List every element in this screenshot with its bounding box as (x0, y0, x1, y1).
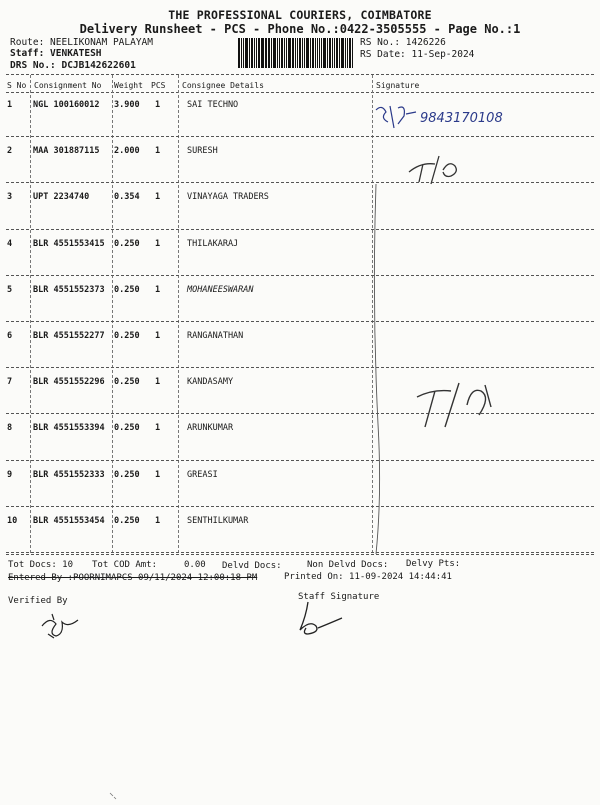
cell-pcs: 1 (155, 284, 161, 295)
table-row (0, 371, 600, 417)
barcode (238, 38, 354, 68)
cell-consignee: KANDASAMY (187, 377, 234, 388)
table-row (0, 186, 600, 232)
signature-row1 (372, 100, 512, 134)
cell-weight: 0.354 (114, 192, 140, 203)
table-row (0, 233, 600, 279)
cell-sno: 8 (7, 423, 13, 434)
col-header-pcs: PCS (151, 81, 166, 90)
rs-date: RS Date: 11-Sep-2024 (360, 49, 475, 60)
signature-row2 (405, 150, 475, 186)
non-delivered-docs: Non Delvd Docs: (307, 560, 389, 570)
printed-on: Printed On: 11-09-2024 14:44:41 (284, 572, 452, 582)
delivered-docs: Delvd Docs: (222, 561, 282, 571)
rs-number: RS No.: 1426226 (360, 37, 446, 48)
signature-row7 (415, 375, 505, 430)
cell-pcs: 1 (155, 192, 161, 203)
row1-handwritten-phone: 9843170108 (420, 111, 503, 126)
cell-pcs: 1 (155, 238, 161, 249)
cell-weight: 0.250 (114, 331, 140, 341)
cell-sno: 5 (7, 284, 13, 295)
row-separator (6, 552, 594, 553)
speck (108, 786, 120, 796)
cell-consignment-no: MAA 301887115 (33, 146, 100, 157)
col-header-weight: Weight (114, 81, 143, 90)
cell-pcs: 1 (155, 515, 161, 526)
table-row (0, 279, 600, 325)
cell-consignment-no: NGL 100160012 (33, 100, 100, 110)
cell-weight: 0.250 (114, 515, 140, 526)
runsheet-subtitle: Delivery Runsheet - PCS - Phone No.:0422-3505555 - Page No.:1 (79, 22, 521, 36)
cell-sno: 9 (7, 469, 13, 480)
entered-by: Entered By :POORNIMAPCS 09/11/2024 12:00:18 PM (8, 573, 258, 583)
cell-consignment-no: BLR 4551552333 (33, 469, 105, 480)
cell-consignee: GREASI (187, 469, 218, 480)
cell-pcs: 1 (155, 377, 161, 388)
staff-label: Staff: VENKATESH (10, 48, 102, 59)
cell-weight: 0.250 (114, 238, 140, 249)
table-row (0, 140, 600, 186)
cell-sno: 10 (7, 515, 18, 526)
cell-consignment-no: BLR 4551552277 (33, 331, 105, 341)
cell-consignee: ARUNKUMAR (187, 423, 234, 434)
cell-consignment-no: UPT 2234740 (33, 192, 90, 203)
pen-stroke-vertical (366, 180, 386, 560)
total-cod-label: Tot COD Amt: (92, 560, 158, 570)
cell-consignment-no: BLR 4551552296 (33, 377, 105, 388)
total-docs: Tot Docs: 10 (8, 560, 74, 570)
staff-signature-label: Staff Signature (298, 592, 380, 602)
col-header-consignment: Consignment No (34, 81, 102, 90)
cell-pcs: 1 (155, 100, 161, 110)
cell-consignment-no: BLR 4551553394 (33, 423, 105, 434)
cell-pcs: 1 (155, 146, 161, 157)
cell-pcs: 1 (155, 423, 161, 434)
cell-sno: 1 (7, 100, 13, 110)
cell-consignee: SENTHILKUMAR (187, 515, 249, 526)
table-row (0, 417, 600, 463)
cell-pcs: 1 (155, 469, 161, 480)
cell-consignee: THILAKARAJ (187, 238, 239, 249)
cell-consignee: SAI TECHNO (187, 100, 239, 110)
verified-by-label: Verified By (8, 596, 68, 606)
footer-top-rule (6, 554, 594, 555)
cell-weight: 0.250 (114, 423, 140, 434)
row-separator (6, 367, 594, 368)
cell-consignment-no: BLR 4551553454 (33, 515, 105, 526)
cell-consignee: SURESH (187, 146, 218, 157)
col-header-sno: S No (7, 81, 27, 90)
cell-consignment-no: BLR 4551553415 (33, 238, 105, 249)
drs-number: DRS No.: DCJB142622601 (10, 60, 136, 71)
cell-sno: 4 (7, 238, 13, 249)
table-row (0, 325, 600, 371)
cell-weight: 0.250 (114, 284, 140, 295)
row-separator (6, 275, 594, 276)
company-title: THE PROFESSIONAL COURIERS, COIMBATORE (168, 8, 432, 22)
cell-consignee: MOHANEESWARAN (187, 284, 254, 295)
row-separator (6, 506, 594, 507)
cell-consignee: RANGANATHAN (187, 331, 244, 341)
cell-sno: 6 (7, 331, 13, 341)
route-label: Route: NEELIKONAM PALAYAM (10, 37, 153, 48)
header-bottom-rule (6, 92, 594, 93)
table-row (0, 464, 600, 510)
cell-weight: 0.250 (114, 469, 140, 480)
cell-consignee: VINAYAGA TRADERS (187, 192, 269, 203)
delivery-points: Delvy Pts: (406, 559, 461, 569)
cell-weight: 3.900 (114, 100, 140, 110)
row-separator (6, 182, 594, 183)
verified-by-signature (38, 608, 82, 642)
total-cod-value: 0.00 (184, 560, 206, 570)
cell-weight: 0.250 (114, 377, 140, 388)
header-top-rule (6, 74, 594, 75)
col-header-signature: Signature (376, 81, 420, 90)
cell-consignment-no: BLR 4551552373 (33, 284, 105, 295)
cell-weight: 2.000 (114, 146, 140, 157)
cell-sno: 2 (7, 146, 13, 157)
cell-sno: 7 (7, 377, 13, 388)
row-separator (6, 229, 594, 230)
staff-signature (296, 600, 346, 640)
row-separator (6, 136, 594, 137)
row-separator (6, 460, 594, 461)
col-header-consignee: Consignee Details (182, 81, 264, 90)
row-separator (6, 321, 594, 322)
table-row (0, 510, 600, 556)
row-separator (6, 413, 594, 414)
cell-pcs: 1 (155, 331, 161, 341)
cell-sno: 3 (7, 192, 13, 203)
